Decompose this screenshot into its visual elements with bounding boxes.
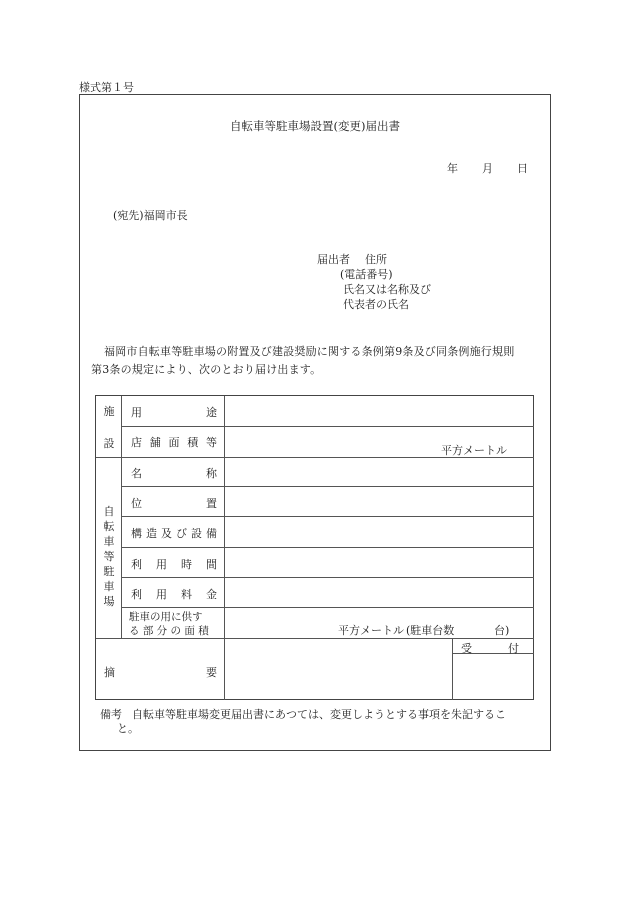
applicant-name-label: 氏名又は名称及び [343,283,431,296]
facility-floor-area-unit: 平方メートル [441,444,507,457]
form-title: 自転車等駐車場設置(変更)届出書 [230,119,400,133]
parking-area-label-line1: 駐車の用に供す [129,611,203,623]
applicant-label: 届出者 [317,253,350,266]
note-line2: と。 [117,722,139,735]
details-table [95,395,534,700]
body-text-line2: 第3条の規定により、次のとおり届け出ます。 [91,363,322,376]
note-label: 備考 [100,708,122,721]
applicant-address-label: 住所 [365,253,387,266]
applicant-phone-label: (電話番号) [340,268,393,281]
facility-row-floor-area-label: 店 舗 面 積 等 [131,436,217,449]
applicant-representative-label: 代表者の氏名 [343,298,409,311]
date-month-label: 月 [482,162,493,175]
remarks-label: 摘 要 [104,666,217,679]
parking-count-unit: 台) [494,624,510,637]
date-day-label: 日 [517,162,528,175]
form-number: 様式第１号 [79,81,134,94]
bicycle-row-location-label: 位 置 [131,497,217,510]
recipient: (宛先)福岡市長 [113,209,188,222]
note-text: 自転車等駐車場変更届出書にあつては、変更しようとする事項を朱記するこ [132,708,506,721]
facility-row-usage-label: 用 途 [131,406,217,419]
body-text-line1: 福岡市自転車等駐車場の附置及び建設奨励に関する条例第9条及び同条例施行規則 [104,345,515,358]
parking-area-unit: 平方メートル [338,624,404,637]
bicycle-row-fee-label: 利 用 料 金 [131,588,217,601]
facility-group-char-2: 設 [103,437,115,450]
bicycle-parking-group-label: 自転車等駐車場 [103,505,115,608]
parking-count-label: (駐車台数 [406,624,455,637]
bicycle-row-name-label: 名 称 [131,467,217,480]
parking-area-label-line2: る 部 分 の 面 積 [129,625,209,637]
date-year-label: 年 [447,162,458,175]
bicycle-row-structure-label: 構 造 及 び 設 備 [131,527,217,540]
facility-group-char-1: 施 [103,405,115,418]
reception-label: 受 付 [461,642,519,655]
note-line1 [100,706,506,722]
bicycle-row-hours-label: 利 用 時 間 [131,558,217,571]
